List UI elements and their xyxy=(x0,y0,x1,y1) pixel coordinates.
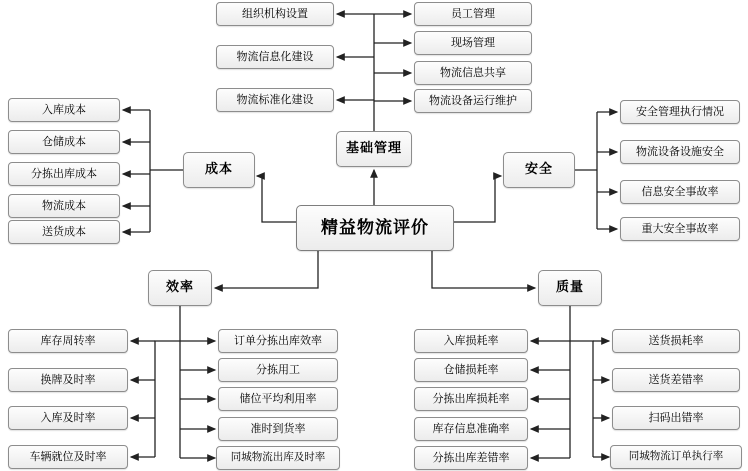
hub-basic-management[interactable]: 基础管理 xyxy=(336,131,412,167)
node-logistics-informatization[interactable]: 物流信息化建设 xyxy=(216,45,334,69)
node-staff-management[interactable]: 员工管理 xyxy=(414,2,532,26)
node-delivery-cost[interactable]: 送货成本 xyxy=(8,220,120,244)
node-sorting-outbound-loss-rate[interactable]: 分拣出库损耗率 xyxy=(414,387,528,411)
node-vehicle-docking-timeliness[interactable]: 车辆就位及时率 xyxy=(8,445,128,469)
hub-quality[interactable]: 质量 xyxy=(538,270,602,306)
node-inbound-loss-rate[interactable]: 入库损耗率 xyxy=(414,329,528,353)
node-on-time-arrival-rate[interactable]: 准时到货率 xyxy=(218,417,338,441)
node-logistics-equipment-maintenance[interactable]: 物流设备运行维护 xyxy=(414,89,532,113)
node-logistics-cost[interactable]: 物流成本 xyxy=(8,194,120,218)
node-delivery-loss-rate[interactable]: 送货损耗率 xyxy=(612,329,740,353)
hub-safety[interactable]: 安全 xyxy=(503,152,575,188)
node-delivery-error-rate[interactable]: 送货差错率 xyxy=(612,368,740,392)
center-node[interactable]: 精益物流评价 xyxy=(296,205,454,251)
node-order-sorting-outbound-efficiency[interactable]: 订单分拣出库效率 xyxy=(218,329,338,353)
node-major-safety-accident-rate[interactable]: 重大安全事故率 xyxy=(620,217,740,241)
node-same-city-logistics-inout-time[interactable]: 同城物流出库及时率 xyxy=(216,446,340,470)
node-inbound-timeliness[interactable]: 入库及时率 xyxy=(8,406,128,430)
node-storage-loss-rate[interactable]: 仓储损耗率 xyxy=(414,358,528,382)
node-logistics-standardization[interactable]: 物流标准化建设 xyxy=(216,88,334,112)
node-inbound-cost[interactable]: 入库成本 xyxy=(8,98,120,122)
node-logistics-info-sharing[interactable]: 物流信息共享 xyxy=(414,61,532,85)
node-plate-change-timeliness[interactable]: 换牌及时率 xyxy=(8,368,128,392)
node-info-security-accident-rate[interactable]: 信息安全事故率 xyxy=(620,180,740,204)
node-logistics-equipment-safety[interactable]: 物流设备设施安全 xyxy=(620,140,740,164)
node-storage-avg-utilization[interactable]: 储位平均利用率 xyxy=(218,387,338,411)
node-same-city-order-execution-rate[interactable]: 同城物流订单执行率 xyxy=(610,445,742,469)
node-org-structure-setup[interactable]: 组织机构设置 xyxy=(216,2,334,26)
node-site-management[interactable]: 现场管理 xyxy=(414,31,532,55)
node-sorting-outbound-cost[interactable]: 分拣出库成本 xyxy=(8,162,120,186)
node-sorting-outbound-error-rate[interactable]: 分拣出库差错率 xyxy=(414,446,528,470)
node-scan-outbound-error-rate[interactable]: 扫码出错率 xyxy=(612,406,740,430)
node-safety-management-execution[interactable]: 安全管理执行情况 xyxy=(620,100,740,124)
node-inventory-info-accuracy[interactable]: 库存信息准确率 xyxy=(414,417,528,441)
hub-cost[interactable]: 成本 xyxy=(183,152,255,188)
node-inventory-turnover-rate[interactable]: 库存周转率 xyxy=(8,329,128,353)
node-storage-cost[interactable]: 仓储成本 xyxy=(8,130,120,154)
node-sorting-labor[interactable]: 分拣用工 xyxy=(218,358,338,382)
hub-efficiency[interactable]: 效率 xyxy=(148,270,212,306)
